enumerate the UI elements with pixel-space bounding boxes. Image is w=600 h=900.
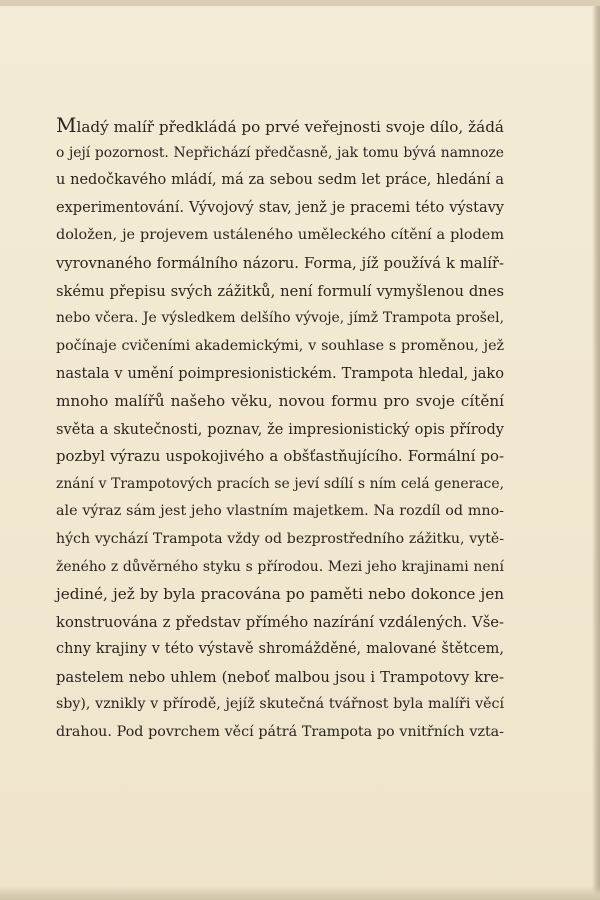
text-line: ale výraz sám jest jeho vlastním majetkem. Na rozdíl od mno-: [56, 503, 504, 520]
text-line: drahou. Pod povrchem věcí pátrá Trampota po vnitřních vzta-: [56, 724, 504, 741]
text-line: sby), vznikly v přírodě, jejíž skutečná tvářnost byla malíři věcí: [56, 696, 504, 713]
text-line: světa a skutečnosti, poznav, že impresionistický opis přírody: [56, 420, 504, 438]
text-line: nastala v umění poimpresionistickém. Trampota hledal, jako: [56, 365, 504, 383]
text-line: pastelem nebo uhlem (neboť malbou jsou i Trampotovy kre-: [56, 668, 504, 686]
text-line: u nedočkavého mládí, má za sebou sedm let práce, hledání a: [56, 172, 504, 189]
body-paragraph: [56, 112, 504, 747]
text-line: doložen, je projevem ustáleného uměleckého cítění a plodem: [56, 227, 504, 244]
text-line: mnoho malířů našeho věku, novou formu pro svoje cítění: [56, 391, 504, 410]
text-line: pozbyl výrazu uspokojivého a obšťastňujícího. Formální po-: [56, 447, 504, 466]
text-line: jediné, jež by byla pracována po paměti nebo dokonce jen: [56, 585, 504, 604]
text-line: chny krajiny v této výstavě shromážděné, malované štětcem,: [56, 641, 504, 658]
text-line: hých vychází Trampota vždy od bezprostředního zážitku, vytě-: [56, 530, 504, 547]
text-line: skému přepisu svých zážitků, není formulí vymyšlenou dnes: [56, 282, 504, 300]
text-line: vyrovnaného formálního názoru. Forma, jíž používá k malíř-: [56, 254, 504, 272]
text-line: ženého z důvěrného styku s přírodou. Mezi jeho krajinami není: [56, 558, 504, 575]
text-line: nebo včera. Je výsledkem delšího vývoje, jímž Trampota prošel,: [56, 310, 504, 327]
text-line: počínaje cvičeními akademickými, v souhlase s proměnou, jež: [56, 337, 504, 354]
text-line: [56, 112, 504, 140]
first-line-text: ladý malíř předkládá po prvé veřejnosti svoje dílo, žádá: [76, 118, 504, 136]
text-line: o její pozornost. Nepřichází předčasně, jak tomu bývá namnoze: [56, 144, 504, 161]
page-bottom-edge: [0, 886, 600, 900]
drop-cap: M: [56, 113, 77, 137]
text-line: experimentování. Vývojový stav, jenž je pracemi této výstavy: [56, 199, 504, 216]
text-line: konstruována z představ přímého nazírání vzdálených. Vše-: [56, 613, 504, 631]
page-right-edge: [592, 6, 600, 900]
text-line: znání v Trampotových pracích se jeví sdílí s ním celá generace,: [56, 475, 504, 492]
